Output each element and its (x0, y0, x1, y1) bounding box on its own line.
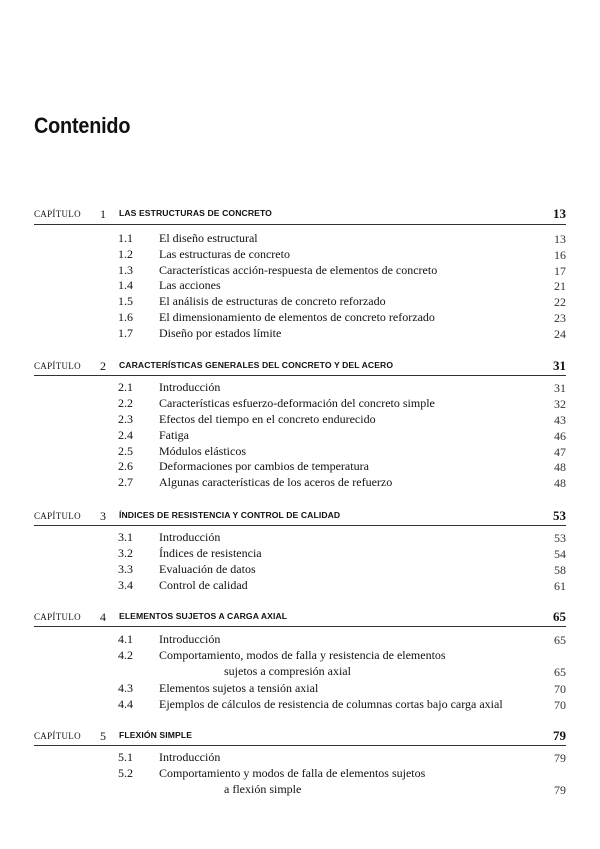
section-title: Introducción (159, 530, 221, 544)
section-page-number: 32 (554, 397, 566, 411)
section-page-number: 53 (554, 531, 566, 545)
section-title: Introducción (159, 750, 221, 764)
section-number: 2.2 (118, 396, 133, 410)
toc-entry[interactable] (34, 412, 566, 428)
section-number: 1.1 (118, 231, 133, 245)
section-page-number: 79 (554, 751, 566, 765)
section-number: 1.5 (118, 294, 133, 308)
toc-entry[interactable] (34, 396, 566, 412)
chapter-page-number: 31 (553, 358, 566, 373)
section-page-number: 24 (554, 327, 566, 341)
chapter-page-number: 13 (553, 206, 566, 221)
section-page-number: 58 (554, 563, 566, 577)
section-number: 2.1 (118, 380, 133, 394)
section-title: Algunas características de los aceros de refuerzo (159, 475, 393, 489)
chapter-rule (34, 626, 566, 627)
chapter-number: 1 (100, 207, 106, 221)
chapter-label: CAPÍTULO (34, 731, 81, 741)
section-page-number: 70 (554, 698, 566, 712)
chapter-page-number: 53 (553, 508, 566, 523)
toc-entry[interactable] (34, 546, 566, 562)
section-page-number: 48 (554, 460, 566, 474)
section-page-number: 65 (554, 665, 566, 679)
chapter-page-number: 65 (553, 609, 566, 624)
section-number: 3.2 (118, 546, 133, 560)
section-number: 1.4 (118, 278, 133, 292)
chapter-rule (34, 375, 566, 376)
toc-entry[interactable] (34, 278, 566, 294)
section-number: 4.2 (118, 648, 133, 662)
section-title: El análisis de estructuras de concreto reforzado (159, 294, 386, 308)
toc-entry[interactable] (34, 263, 566, 279)
section-page-number: 17 (554, 264, 566, 278)
chapter-rule (34, 525, 566, 526)
chapter-number: 5 (100, 729, 106, 743)
section-number: 1.6 (118, 310, 133, 324)
section-number: 2.3 (118, 412, 133, 426)
section-title: Control de calidad (159, 578, 248, 592)
chapter-heading[interactable] (34, 359, 566, 375)
section-number: 3.3 (118, 562, 133, 576)
chapter-title: CARACTERÍSTICAS GENERALES DEL CONCRETO Y DEL ACERO (119, 360, 394, 370)
section-number: 1.7 (118, 326, 133, 340)
chapter-heading[interactable] (34, 729, 566, 745)
toc-entry[interactable] (34, 681, 566, 697)
chapter-heading[interactable] (34, 509, 566, 525)
toc-entry[interactable] (34, 459, 566, 475)
chapter-page-number: 79 (553, 728, 566, 743)
section-title: Elementos sujetos a tensión axial (159, 681, 319, 695)
section-page-number: 46 (554, 429, 566, 443)
section-title-continuation: sujetos a compresión axial (224, 664, 351, 678)
section-page-number: 70 (554, 682, 566, 696)
section-title: Introducción (159, 632, 221, 646)
toc-entry[interactable] (34, 428, 566, 444)
toc-entry[interactable] (34, 632, 566, 648)
chapter-heading[interactable] (34, 610, 566, 626)
section-page-number: 65 (554, 633, 566, 647)
section-page-number: 79 (554, 783, 566, 797)
section-title: Características acción-respuesta de elementos de concreto (159, 263, 438, 277)
section-number: 3.1 (118, 530, 133, 544)
toc-entry[interactable] (34, 578, 566, 594)
chapter-title: ÍNDICES DE RESISTENCIA Y CONTROL DE CALIDAD (119, 510, 341, 520)
chapter-rule (34, 745, 566, 746)
toc-entry[interactable] (34, 697, 566, 713)
section-number: 2.6 (118, 459, 133, 473)
section-page-number: 43 (554, 413, 566, 427)
section-title: El diseño estructural (159, 231, 258, 245)
toc-entry[interactable] (34, 766, 566, 798)
chapter-number: 3 (100, 509, 106, 523)
section-title-continuation: a flexión simple (224, 782, 302, 796)
chapter-label: CAPÍTULO (34, 361, 81, 371)
section-number: 4.3 (118, 681, 133, 695)
chapter-title: ELEMENTOS SUJETOS A CARGA AXIAL (119, 611, 288, 621)
section-title: El dimensionamiento de elementos de concreto reforzado (159, 310, 435, 324)
toc-entry[interactable] (34, 380, 566, 396)
section-title: Introducción (159, 380, 221, 394)
section-number: 4.1 (118, 632, 133, 646)
chapter-label: CAPÍTULO (34, 209, 81, 219)
section-title: Fatiga (159, 428, 189, 442)
chapter-title: LAS ESTRUCTURAS DE CONCRETO (119, 208, 272, 218)
toc-entry[interactable] (34, 231, 566, 247)
section-page-number: 16 (554, 248, 566, 262)
chapter-number: 2 (100, 359, 106, 373)
section-number: 3.4 (118, 578, 133, 592)
chapter-label: CAPÍTULO (34, 511, 81, 521)
section-title: Características esfuerzo-deformación del concreto simple (159, 396, 435, 410)
section-page-number: 61 (554, 579, 566, 593)
section-number: 2.4 (118, 428, 133, 442)
section-number: 1.3 (118, 263, 133, 277)
section-number: 2.7 (118, 475, 133, 489)
toc-entry[interactable] (34, 294, 566, 310)
toc-entry[interactable] (34, 530, 566, 546)
section-title: Comportamiento, modos de falla y resistencia de elementos (159, 648, 446, 662)
toc-entry[interactable] (34, 475, 566, 491)
chapter-label: CAPÍTULO (34, 612, 81, 622)
section-title: Evaluación de datos (159, 562, 256, 576)
section-title: Deformaciones por cambios de temperatura (159, 459, 369, 473)
section-number: 4.4 (118, 697, 133, 711)
page-title: Contenido (34, 113, 131, 138)
section-page-number: 31 (554, 381, 566, 395)
section-page-number: 48 (554, 476, 566, 490)
section-title: Las estructuras de concreto (159, 247, 290, 261)
toc-entry[interactable] (34, 247, 566, 263)
toc-entry[interactable] (34, 562, 566, 578)
section-title: Diseño por estados límite (159, 326, 282, 340)
chapter-title: FLEXIÓN SIMPLE (119, 730, 193, 740)
section-page-number: 23 (554, 311, 566, 325)
section-title: Efectos del tiempo en el concreto endurecido (159, 412, 376, 426)
chapter-heading[interactable] (34, 207, 566, 223)
section-page-number: 47 (554, 445, 566, 459)
chapter-rule (34, 224, 566, 225)
section-title: Comportamiento y modos de falla de elementos sujetos (159, 766, 426, 780)
section-number: 5.1 (118, 750, 133, 764)
section-page-number: 21 (554, 279, 566, 293)
section-number: 5.2 (118, 766, 133, 780)
chapter-number: 4 (100, 610, 106, 624)
toc-entry[interactable] (34, 648, 566, 680)
section-title: Índices de resistencia (159, 546, 262, 560)
section-title: Ejemplos de cálculos de resistencia de columnas cortas bajo carga axial (159, 697, 503, 711)
section-title: Módulos elásticos (159, 444, 246, 458)
section-number: 1.2 (118, 247, 133, 261)
section-page-number: 54 (554, 547, 566, 561)
section-page-number: 13 (554, 232, 566, 246)
toc-entry[interactable] (34, 326, 566, 342)
section-page-number: 22 (554, 295, 566, 309)
section-title: Las acciones (159, 278, 221, 292)
section-number: 2.5 (118, 444, 133, 458)
toc-entry[interactable] (34, 750, 566, 766)
toc-entry[interactable] (34, 310, 566, 326)
toc-entry[interactable] (34, 444, 566, 460)
